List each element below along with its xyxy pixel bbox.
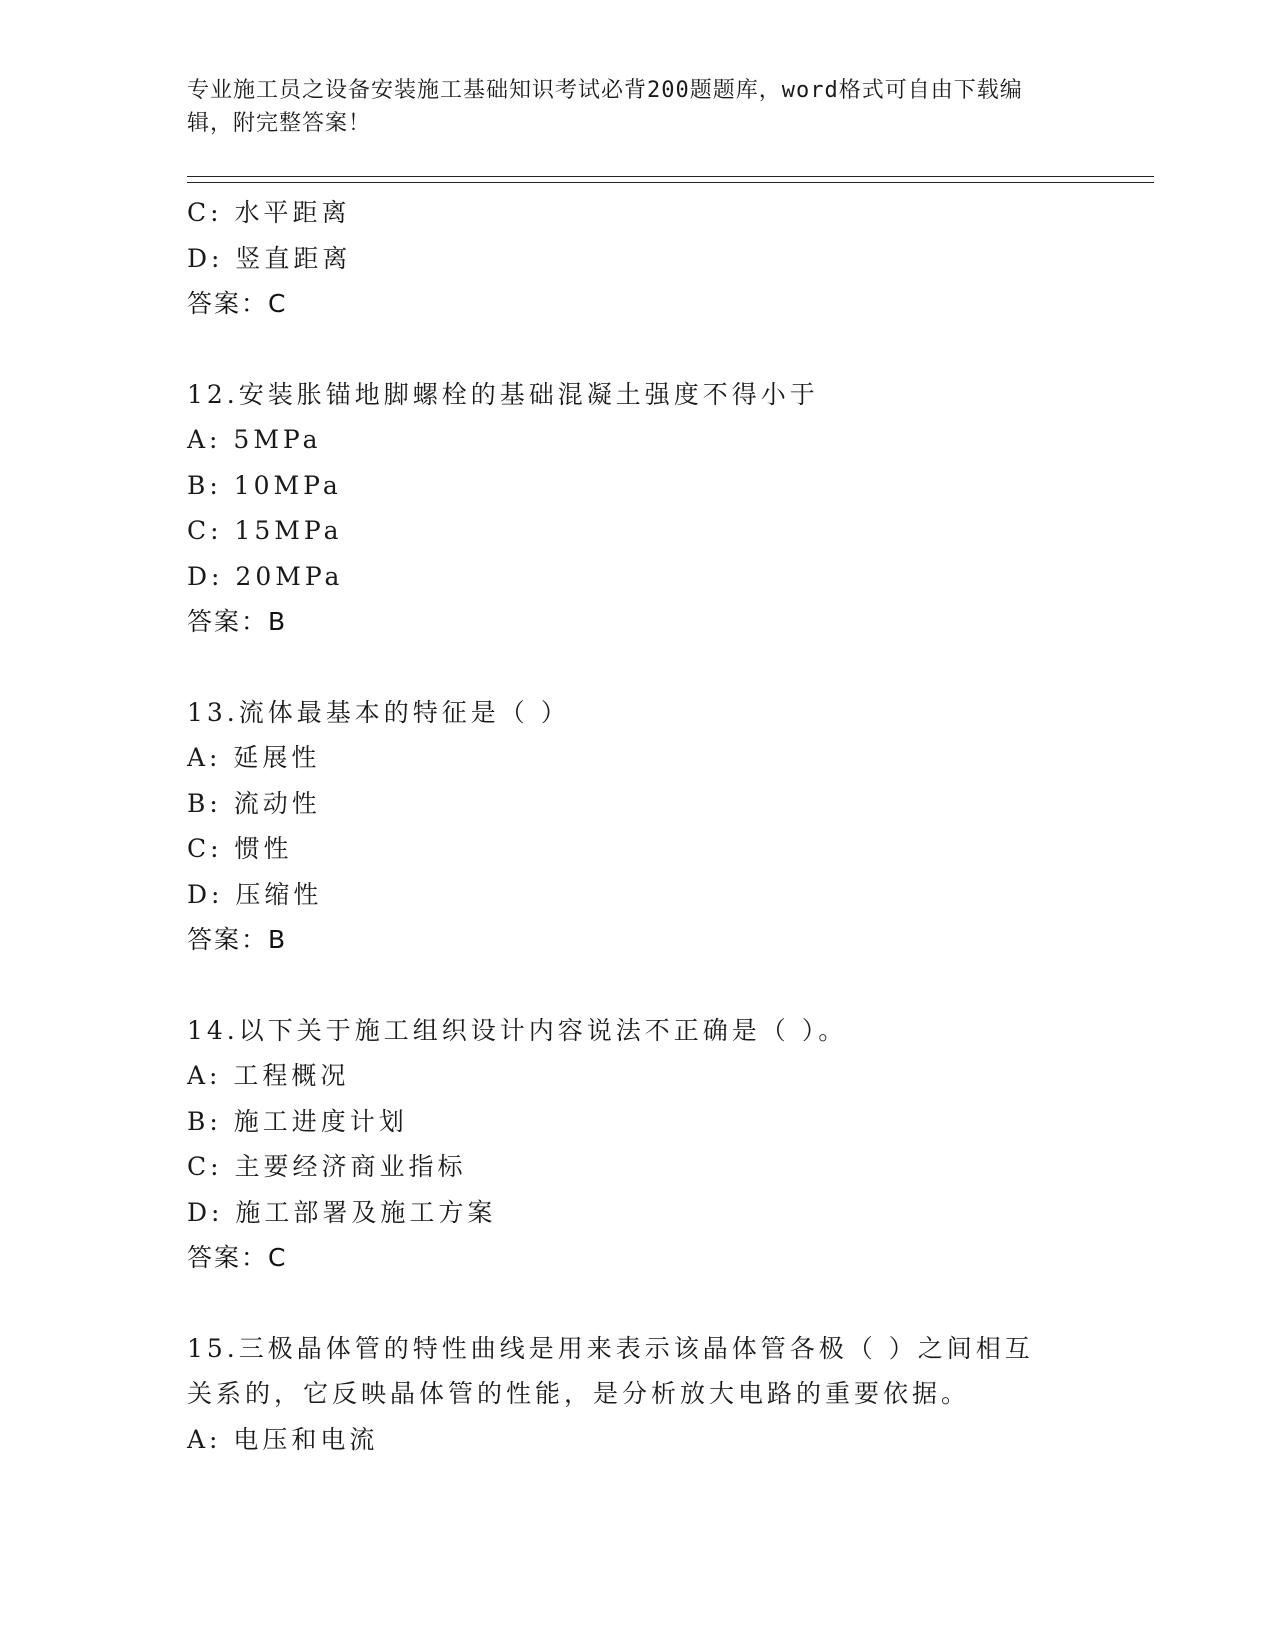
option-a: A: 5MPa [187, 425, 322, 454]
question-title: 14.以下关于施工组织设计内容说法不正确是（ ）。 [187, 1015, 848, 1045]
option-d: D: 竖直距离 [187, 243, 352, 273]
answer-line: 答案：B [187, 607, 288, 636]
option-a: A: 电压和电流 [187, 1424, 379, 1454]
document-header: 专业施工员之设备安装施工基础知识考试必背200题题库，word格式可自由下载编辑，附完整答案！ [187, 78, 1023, 136]
answer-line: 答案：C [187, 1243, 288, 1272]
option-a: A: 工程概况 [187, 1061, 350, 1090]
question-title: 12.安装胀锚地脚螺栓的基础混凝土强度不得小于 [187, 379, 819, 409]
question-title: 15.三极晶体管的特性曲线是用来表示该晶体管各极（ ）之间相互关系的，它反映晶体管的性能，是分析放大电路的重要依据。 [187, 1333, 1034, 1408]
option-a: A: 延展性 [187, 743, 321, 772]
question-12 [187, 372, 1087, 645]
option-c: C: 15MPa [187, 516, 343, 545]
option-d: D: 压缩性 [187, 879, 323, 909]
header-divider-bottom [187, 182, 1154, 183]
answer-line: 答案：C [187, 289, 288, 318]
question-13 [187, 690, 1087, 963]
option-d: D: 20MPa [187, 561, 344, 591]
spacer [187, 1281, 1087, 1326]
question-title: 13.流体最基本的特征是（ ） [187, 697, 570, 727]
option-c: C: 水平距离 [187, 198, 351, 227]
answer-line: 答案：B [187, 925, 288, 954]
option-b: B: 施工进度计划 [187, 1106, 408, 1136]
question-11-continuation [187, 190, 1087, 327]
option-b: B: 流动性 [187, 788, 321, 818]
option-c: C: 主要经济商业指标 [187, 1152, 467, 1181]
option-b: B: 10MPa [187, 470, 342, 500]
question-14 [187, 1008, 1087, 1281]
spacer [187, 327, 1087, 372]
question-15 [187, 1326, 1087, 1463]
option-d: D: 施工部署及施工方案 [187, 1197, 497, 1227]
question-content [187, 190, 1087, 1462]
option-c: C: 惯性 [187, 834, 293, 863]
header-divider-top [187, 176, 1154, 177]
spacer [187, 963, 1087, 1008]
spacer [187, 645, 1087, 690]
